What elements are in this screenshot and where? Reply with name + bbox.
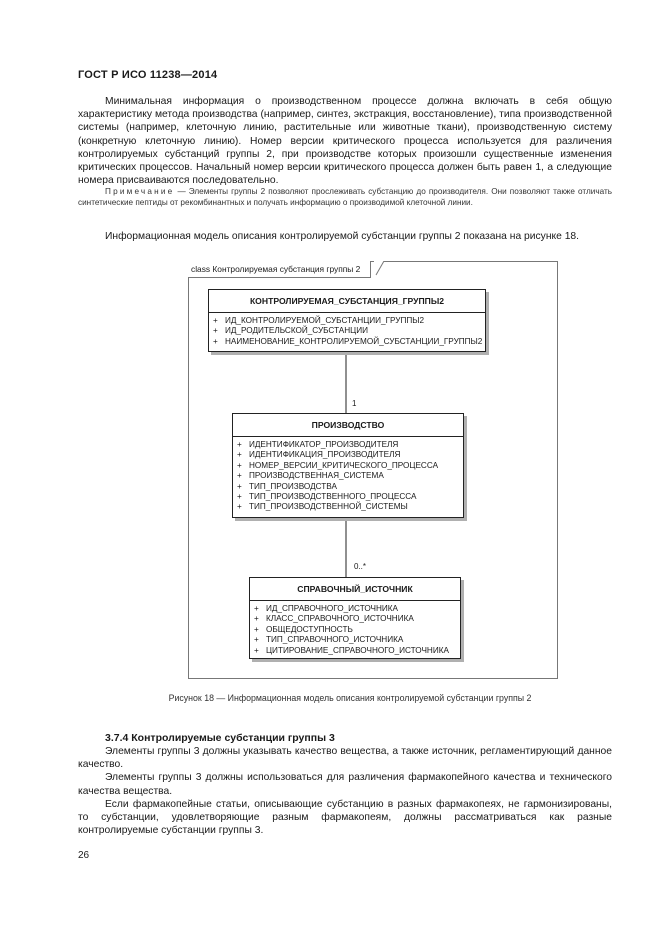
class-attribute: + ИДЕНТИФИКАТОР_ПРОИЗВОДИТЕЛЯ bbox=[237, 440, 399, 449]
paragraph-production-info: Минимальная информация о производственном процессе должна включать в себя общую характеристику метода производства (например, синтез, экстракция, восстановление), типа производственной системы (например, клеточную линию, растительные или животные ткани), производственную систему (конкретную клеточную линию). Номер версии критического процесса используется для различения контролируемых субстанций группы 2, при производстве которых произошли существенные изменения критических процессов. Начальный номер версии критического процесса должен быть равен 1, а следующие номера присваиваются последовательно. bbox=[78, 96, 612, 187]
class-attribute: + ИД_КОНТРОЛИРУЕМОЙ_СУБСТАНЦИИ_ГРУППЫ2 bbox=[213, 316, 425, 325]
class-attribute: + ТИП_ПРОИЗВОДСТВА bbox=[237, 481, 337, 491]
class-attribute: + ТИП_ПРОИЗВОДСТВЕННОЙ_СИСТЕМЫ bbox=[237, 502, 408, 512]
class-attributes bbox=[250, 601, 460, 659]
section-paragraph: Если фармакопейные статьи, описывающие субстанцию в разных фармакопеях, не гармонизированы, то субстанции, удовлетворяющие разным фармакопеям, должны рассматриваться как разные контролируемые субстанции группы 3. bbox=[78, 798, 612, 837]
note bbox=[78, 186, 612, 208]
figure-caption: Рисунок 18 — Информационная модель описания контролируемой субстанции группы 2 bbox=[168, 693, 532, 703]
class-attribute: + ТИП_ПРОИЗВОДСТВЕННОГО_ПРОЦЕССА bbox=[237, 492, 417, 502]
class-reference-source[interactable] bbox=[249, 577, 461, 659]
section-body bbox=[78, 745, 612, 837]
page-number: 26 bbox=[78, 850, 90, 861]
class-attribute: + ТИП_СПРАВОЧНОГО_ИСТОЧНИКА bbox=[254, 635, 404, 645]
class-attribute: + НОМЕР_ВЕРСИИ_КРИТИЧЕСКОГО_ПРОЦЕССА bbox=[237, 460, 439, 470]
note-label: Примечание bbox=[105, 187, 175, 196]
multiplicity-label: 1 bbox=[352, 399, 357, 408]
class-attribute: + ПРОИЗВОДСТВЕННАЯ_СИСТЕМА bbox=[237, 471, 384, 481]
multiplicity-label: 0..* bbox=[354, 562, 367, 571]
section-heading: 3.7.4 Контролируемые субстанции группы 3 bbox=[105, 732, 335, 744]
document-header: ГОСТ Р ИСО 11238—2014 bbox=[78, 69, 218, 81]
class-attributes bbox=[209, 313, 485, 350]
class-title: СПРАВОЧНЫЙ_ИСТОЧНИК bbox=[250, 578, 460, 601]
class-production[interactable] bbox=[232, 413, 464, 518]
class-attribute: + КЛАСС_СПРАВОЧНОГО_ИСТОЧНИКА bbox=[254, 614, 414, 624]
class-attributes bbox=[233, 437, 463, 516]
note-text: — Элементы группы 2 позволяют прослеживать субстанцию до производителя. Они позволяют также отличать синтетические пептиды от рекомбинантных и получать информацию о производимой клеточной линии. bbox=[78, 187, 612, 207]
section-paragraph: Элементы группы 3 должны использоваться для различения фармакопейного качества и технического качества вещества. bbox=[78, 772, 612, 797]
section-paragraph: Элементы группы 3 должны указывать качество вещества, а также источник, регламентирующий данное качество. bbox=[78, 746, 612, 771]
paragraph-figure-reference: Информационная модель описания контролируемой субстанции группы 2 показана на рисунке 18. bbox=[105, 231, 580, 242]
class-controlled-substance-group2[interactable] bbox=[208, 289, 486, 352]
class-attribute: + ИДЕНТИФИКАЦИЯ_ПРОИЗВОДИТЕЛЯ bbox=[237, 450, 401, 460]
diagram-frame-label: class Контролируемая субстанция группы 2 bbox=[188, 261, 371, 278]
class-title: ПРОИЗВОДСТВО bbox=[233, 414, 463, 437]
class-attribute: + ИД_СПРАВОЧНОГО_ИСТОЧНИКА bbox=[254, 604, 398, 613]
class-attribute: + ЦИТИРОВАНИЕ_СПРАВОЧНОГО_ИСТОЧНИКА bbox=[254, 645, 449, 655]
class-attribute: + НАИМЕНОВАНИЕ_КОНТРОЛИРУЕМОЙ_СУБСТАНЦИИ_ГРУППЫ2 bbox=[213, 336, 483, 346]
class-title: КОНТРОЛИРУЕМАЯ_СУБСТАНЦИЯ_ГРУППЫ2 bbox=[209, 290, 485, 313]
class-attribute: + ИД_РОДИТЕЛЬСКОЙ_СУБСТАНЦИИ bbox=[213, 326, 368, 336]
class-attribute: + ОБЩЕДОСТУПНОСТЬ bbox=[254, 624, 353, 634]
frame-tab-corner bbox=[374, 261, 390, 277]
